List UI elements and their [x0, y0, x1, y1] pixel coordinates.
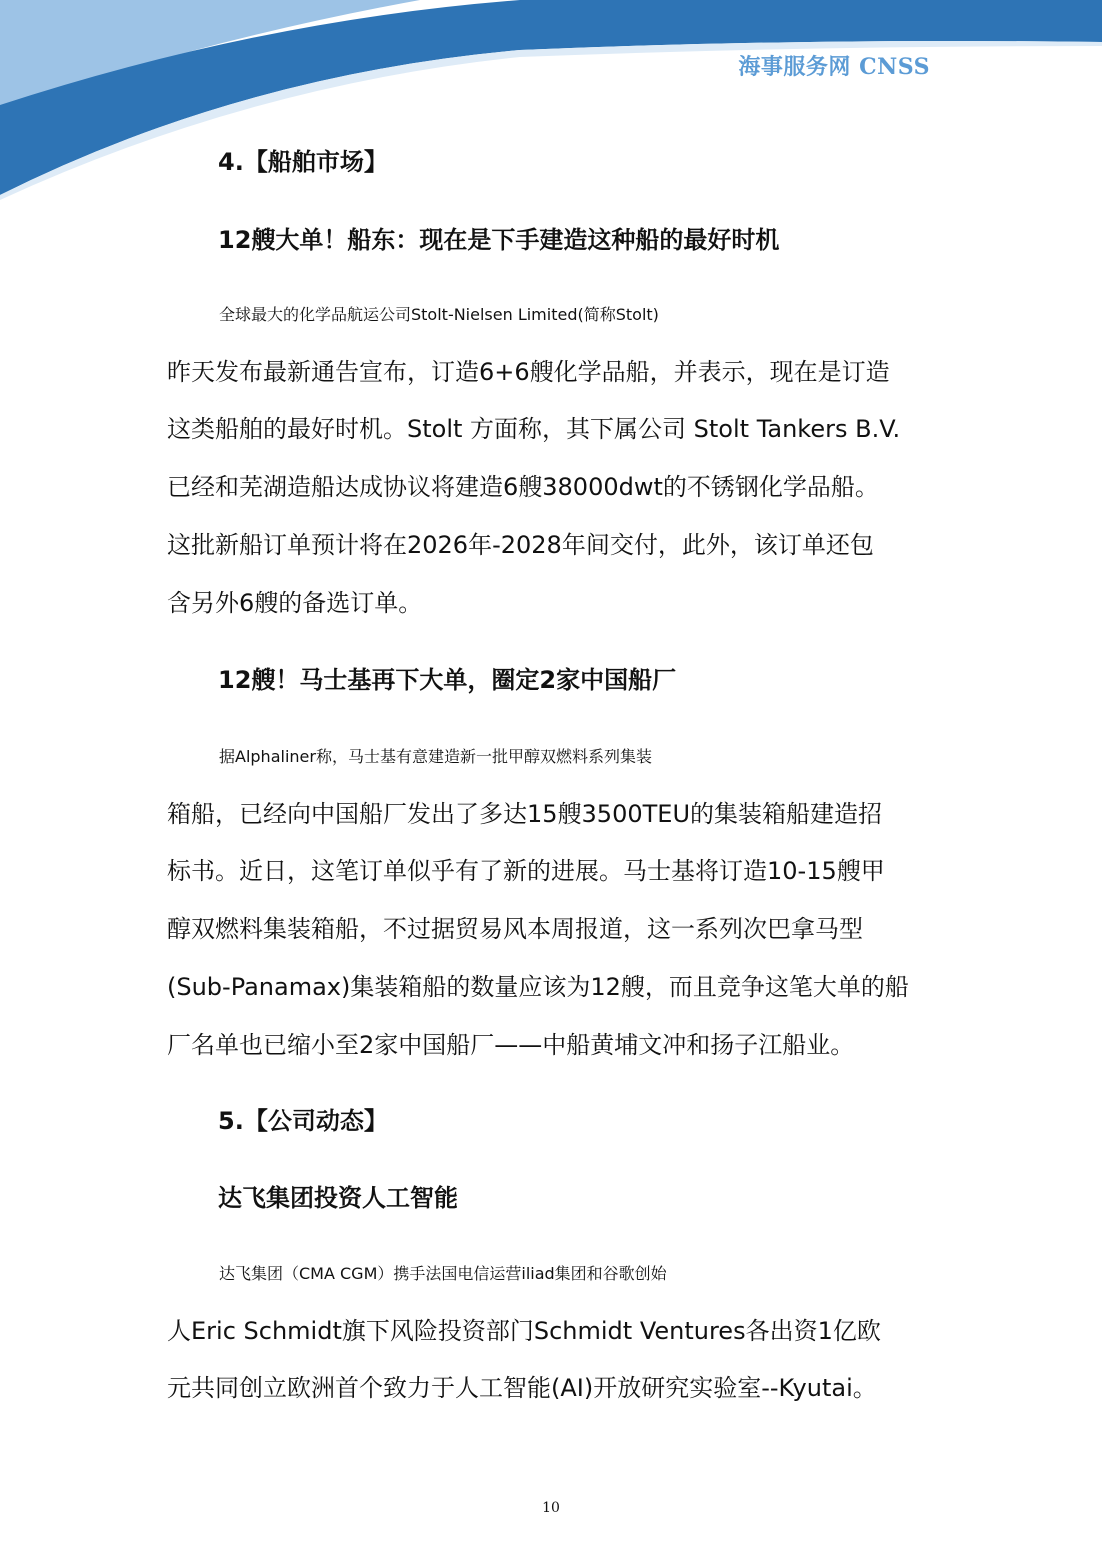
- section-heading-ship-market: 4.【船舶市场】: [218, 148, 388, 176]
- text-line: 含另外6艘的备选订单。: [167, 588, 423, 617]
- text-line: 全球最大的化学品航运公司Stolt-Nielsen Limited(简称Stolt): [219, 305, 659, 324]
- article-body-stolt: [167, 286, 937, 632]
- text-line: 这类船舶的最好时机。Stolt 方面称，其下属公司 Stolt Tankers B.V.: [167, 415, 901, 444]
- text-line: 昨天发布最新通告宣布，订造6+6艘化学品船，并表示，现在是订造: [167, 357, 890, 386]
- text-line: 达飞集团（CMA CGM）携手法国电信运营iliad集团和谷歌创始: [219, 1264, 667, 1283]
- text-line: 元共同创立欧洲首个致力于人工智能(AI)开放研究实验室--Kyutai。: [167, 1374, 877, 1403]
- text-line: 标书。近日，这笔订单似乎有了新的进展。马士基将订造10-15艘甲: [167, 857, 885, 886]
- article-body-cma-cgm: [167, 1245, 937, 1418]
- article-title-stolt: 12艘大单！船东：现在是下手建造这种船的最好时机: [218, 226, 780, 254]
- text-line: 醇双燃料集装箱船，不过据贸易风本周报道，这一系列次巴拿马型: [167, 915, 863, 944]
- page-number: 10: [542, 1500, 560, 1516]
- brand-label: 海事服务网 CNSS: [738, 54, 930, 80]
- text-line: 据Alphaliner称，马士基有意建造新一批甲醇双燃料系列集装: [219, 747, 652, 766]
- article-title-maersk: 12艘！马士基再下大单，圈定2家中国船厂: [218, 666, 677, 694]
- text-line: 已经和芜湖造船达成协议将建造6艘38000dwt的不锈钢化学品船。: [167, 473, 879, 502]
- section-heading-company-news: 5.【公司动态】: [218, 1107, 388, 1135]
- article-body-maersk: [167, 728, 937, 1074]
- header-banner: [0, 0, 1102, 210]
- text-line: 箱船，已经向中国船厂发出了多达15艘3500TEU的集装箱船建造招: [167, 799, 883, 828]
- article-title-cma-cgm: 达飞集团投资人工智能: [218, 1184, 458, 1212]
- text-line: 人Eric Schmidt旗下风险投资部门Schmidt Ventures各出资1亿欧: [167, 1316, 881, 1345]
- text-line: 这批新船订单预计将在2026年-2028年间交付，此外，该订单还包: [167, 530, 874, 559]
- text-line: 厂名单也已缩小至2家中国船厂——中船黄埔文冲和扬子江船业。: [167, 1030, 855, 1059]
- text-line: (Sub-Panamax)集装箱船的数量应该为12艘，而且竞争这笔大单的船: [167, 972, 909, 1001]
